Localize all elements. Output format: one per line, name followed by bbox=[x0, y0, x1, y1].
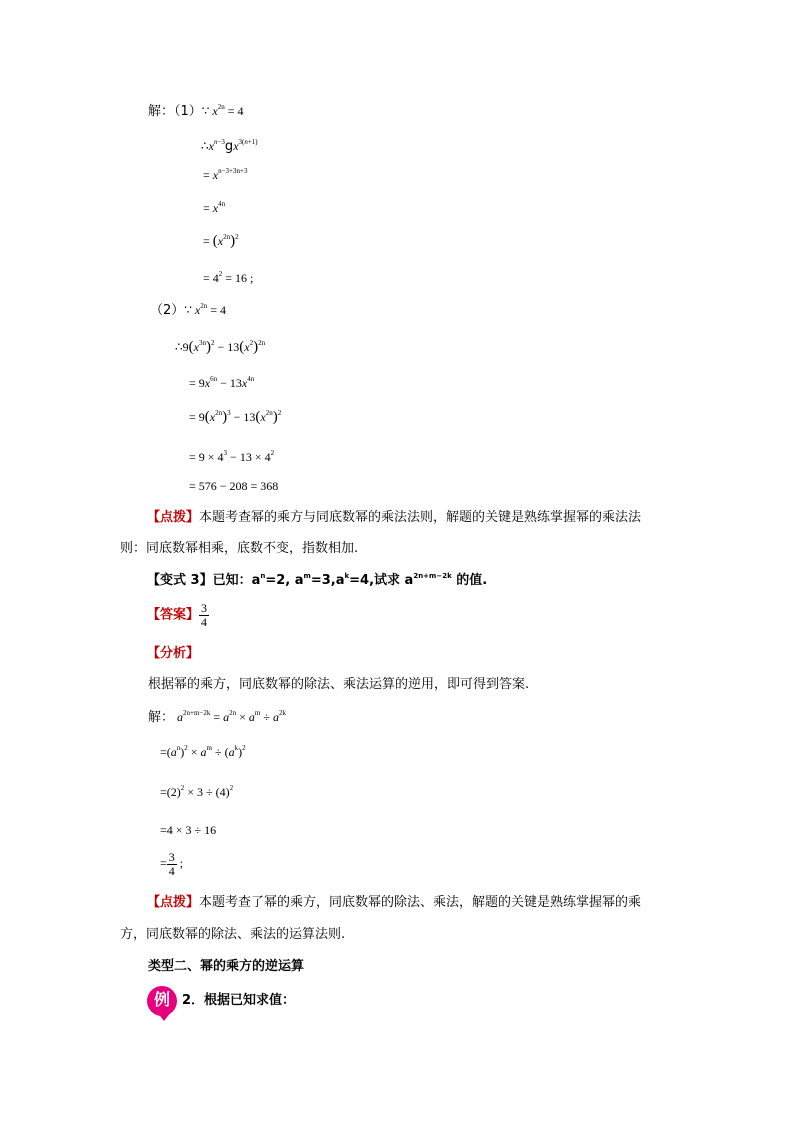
section-title: 类型二、幂的乘方的逆运算 bbox=[148, 959, 305, 974]
result-fraction: $\frac{3}{4}$ bbox=[168, 850, 175, 878]
solution-1-given: 解：（1）∵ $x^{2n} = 4$ bbox=[148, 103, 244, 119]
solution-2-step-1: $\therefore 9(x^{3n})^2 - 13(x^2)^{2n}$ bbox=[175, 339, 266, 355]
bianshi-3-fenxi-text: 根据幂的乘方，同底数幂的除法、乘法运算的逆用，即可得到答案. bbox=[148, 677, 530, 692]
solution-1-step-3: = $x^{4n}$ bbox=[203, 200, 226, 215]
solution-2-given: （2）∵ $x^{2n} = 4$ bbox=[150, 302, 227, 318]
solution-3-step-1: 解： $a^{2n+m-2k} = a^{2n} \times a^m \div a^{2k}$ bbox=[148, 709, 286, 725]
solution-3-result: = $\frac{3}{4}$ ; bbox=[160, 850, 184, 878]
dianbo-1-line-2: 则：同底数幂相乘，底数不变，指数相加. bbox=[120, 541, 359, 556]
solution-3-step-2: $=(a^n)^2 \times a^m \div (a^k)^2$ bbox=[160, 744, 246, 759]
dianbo-2-line-2: 方，同底数幂的除法、乘法的运算法则. bbox=[120, 927, 346, 942]
solution-2-result: = 576 − 208 = 368 bbox=[189, 479, 279, 493]
solution-1-step-2: = $x^{n-3+3n+3}$ bbox=[203, 167, 248, 182]
solution-2-step-4: = $9 \times 4^3 - 13 \times 4^2$ bbox=[189, 449, 275, 464]
dianbo-2-line-1: 【点拨】本题考查了幂的乘方，同底数幂的除法、乘法，解题的关键是熟练掌握幂的乘 bbox=[147, 895, 642, 910]
bianshi-3-question: 【变式 3】已知：$a^n=2$, $a^m=3,a^k=4$,试求 $a^{2n+m-2k}$ 的值. bbox=[147, 572, 488, 588]
bianshi-3-answer: 【答案】 $\frac{3}{4}$ bbox=[147, 601, 208, 629]
bianshi-3-fenxi-tag: 【分析】 bbox=[147, 646, 200, 661]
answer-fraction: $\frac{3}{4}$ bbox=[201, 601, 208, 629]
solution-2-step-2: = $9x^{6n} - 13x^{4n}$ bbox=[189, 375, 255, 390]
solution-3-step-3: $=(2)^2 \times 3 \div (4)^2$ bbox=[160, 784, 234, 799]
solution-1-result: = $4^2 = 16$ ; bbox=[203, 270, 254, 285]
solution-2-step-3: = $9(x^{2n})^3 - 13(x^{2n})^2$ bbox=[189, 409, 282, 425]
example-badge-icon: 例 bbox=[147, 986, 177, 1016]
solution-1-step-1: $\therefore x^{n-3}gx^{3(n+1)}$ bbox=[201, 138, 258, 154]
example-2-prompt: 2．根据已知求值： bbox=[182, 993, 296, 1008]
solution-1-step-4: = $(x^{2n})^2$ bbox=[203, 233, 239, 249]
dianbo-1-line-1: 【点拨】本题考查幂的乘方与同底数幂的乘法法则，解题的关键是熟练掌握幂的乘法法 bbox=[147, 510, 642, 525]
solution-3-step-4: =4 × 3 ÷ 16 bbox=[160, 823, 217, 837]
